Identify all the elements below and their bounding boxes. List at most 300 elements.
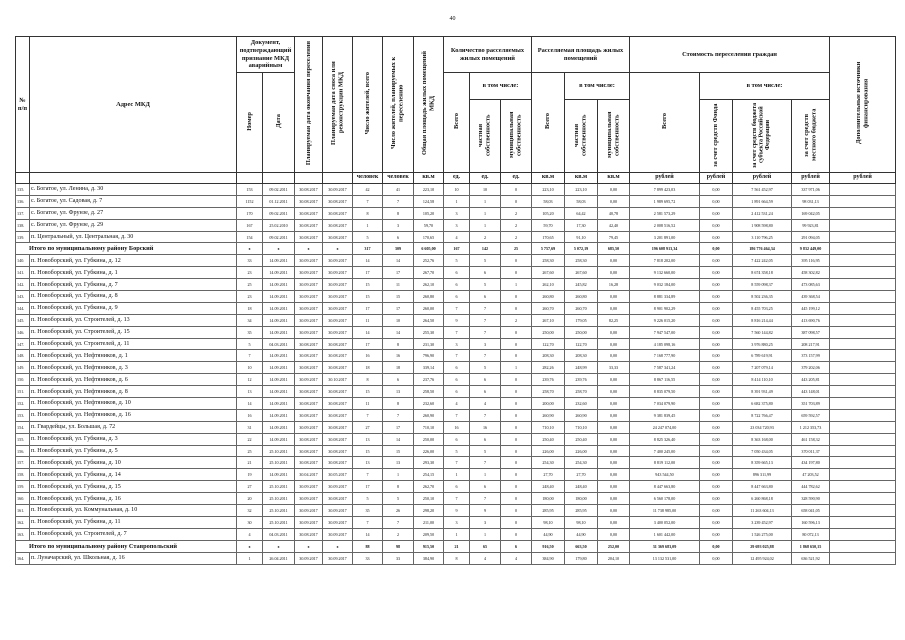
value-cell: 98 bbox=[383, 540, 414, 552]
value-cell: 250,00 bbox=[532, 326, 565, 338]
value-cell: 25.10.2011 bbox=[263, 493, 295, 505]
value-cell: 0,00 bbox=[700, 302, 733, 314]
unit-cell: ед. bbox=[470, 173, 501, 184]
value-cell: 170,65 bbox=[414, 231, 444, 243]
value-cell: 0 bbox=[501, 445, 532, 457]
value-cell: 8 447 663,80 bbox=[733, 481, 792, 493]
value-cell: 16 bbox=[470, 421, 501, 433]
value-cell: 658 041,05 bbox=[792, 505, 830, 517]
total-label: Итого по муниципальному району Ставропольский bbox=[16, 540, 237, 552]
value-cell: 8 502 236,35 bbox=[733, 291, 792, 303]
value-cell: 30.08.2017 bbox=[295, 362, 323, 374]
value-cell: x bbox=[323, 243, 353, 255]
value-cell: 384,90 bbox=[414, 552, 444, 564]
value-cell: 88 bbox=[353, 540, 383, 552]
value-cell: 30.09.2017 bbox=[323, 481, 353, 493]
value-cell: 248,40 bbox=[565, 481, 598, 493]
value-cell bbox=[830, 350, 896, 362]
value-cell: 30.08.2017 bbox=[323, 386, 353, 398]
value-cell: 5 757,69 bbox=[532, 243, 565, 255]
value-cell: 30.08.2017 bbox=[323, 457, 353, 469]
value-cell: 0,00 bbox=[700, 338, 733, 350]
value-cell: 59,70 bbox=[414, 219, 444, 231]
address-cell: п. Новоборский, ул. Губкина, д. 16 bbox=[30, 493, 237, 505]
value-cell: 09.02.2011 bbox=[263, 231, 295, 243]
value-cell: 267,10 bbox=[532, 314, 565, 326]
row-number: 162. bbox=[16, 516, 30, 528]
row-number: 141. bbox=[16, 267, 30, 279]
value-cell: 5 bbox=[353, 493, 383, 505]
table-row bbox=[16, 195, 896, 207]
value-cell: 5 bbox=[353, 231, 383, 243]
value-cell: 30.04.2017 bbox=[295, 469, 323, 481]
value-cell: 1 212 353,73 bbox=[792, 421, 830, 433]
value-cell: 26.04.2011 bbox=[263, 552, 295, 564]
value-cell: 11 bbox=[353, 314, 383, 326]
value-cell: 9 bbox=[444, 314, 470, 326]
row-number: 135. bbox=[16, 184, 30, 196]
address-cell: с. Богатое, ул. Фрунзе, д. 27 bbox=[30, 207, 237, 219]
table-row bbox=[16, 302, 896, 314]
unit-cell: рублей bbox=[630, 173, 700, 184]
address-cell: п. Новоборский, ул. Губкина, д. 8 bbox=[30, 291, 237, 303]
value-cell: 44,90 bbox=[565, 528, 598, 540]
value-cell: 167 bbox=[237, 219, 263, 231]
value-cell: 473 085,63 bbox=[792, 279, 830, 291]
value-cell: 0,00 bbox=[700, 493, 733, 505]
value-cell: 17 bbox=[353, 302, 383, 314]
header-area-including: в том числе: bbox=[565, 73, 630, 100]
row-number: 143. bbox=[16, 291, 30, 303]
value-cell: 0 bbox=[501, 481, 532, 493]
value-cell: 47 203,52 bbox=[792, 469, 830, 481]
value-cell: 142 bbox=[470, 243, 501, 255]
value-cell: 0,00 bbox=[598, 445, 630, 457]
address-cell: п. Центральный, ул. Центральная, д. 30 bbox=[30, 231, 237, 243]
value-cell: 0,00 bbox=[598, 195, 630, 207]
value-cell: 16,28 bbox=[598, 279, 630, 291]
value-cell: 5 bbox=[470, 362, 501, 374]
value-cell: 30.09.2017 bbox=[295, 516, 323, 528]
value-cell: 11 263 604,13 bbox=[733, 505, 792, 517]
value-cell: 22 bbox=[237, 433, 263, 445]
value-cell: 267,70 bbox=[414, 267, 444, 279]
value-cell: 30.09.2017 bbox=[323, 326, 353, 338]
value-cell: x bbox=[323, 540, 353, 552]
value-cell: 30.09.2017 bbox=[295, 493, 323, 505]
value-cell: 30.08.2017 bbox=[323, 362, 353, 374]
value-cell: 7 168 777,90 bbox=[630, 350, 700, 362]
value-cell: 7 034 079,90 bbox=[630, 398, 700, 410]
value-cell: 7 947 547,00 bbox=[630, 326, 700, 338]
value-cell: 223,10 bbox=[565, 184, 598, 196]
unit-cell: рублей bbox=[700, 173, 733, 184]
value-cell: 33,33 bbox=[598, 362, 630, 374]
table-body bbox=[16, 184, 896, 565]
address-cell: п. Новоборский, ул. Губкина, д. 5 bbox=[30, 445, 237, 457]
value-cell: 0,00 bbox=[700, 255, 733, 267]
value-cell: 180,00 bbox=[565, 493, 598, 505]
value-cell: 0,00 bbox=[700, 231, 733, 243]
header-residents: Число жителей, всего bbox=[353, 37, 383, 173]
value-cell: 226,00 bbox=[414, 445, 444, 457]
value-cell: 264,50 bbox=[414, 314, 444, 326]
value-cell: 0 bbox=[501, 350, 532, 362]
value-cell bbox=[830, 445, 896, 457]
value-cell: 237,76 bbox=[414, 374, 444, 386]
value-cell: 1 bbox=[501, 279, 532, 291]
value-cell: 58,03 bbox=[532, 195, 565, 207]
table-row bbox=[16, 445, 896, 457]
value-cell: 0,00 bbox=[700, 195, 733, 207]
value-cell: 14.09.2011 bbox=[263, 374, 295, 386]
address-cell: п. Новоборский, ул. Губкина, д. 1 bbox=[30, 267, 237, 279]
value-cell: 7 bbox=[353, 195, 383, 207]
value-cell: 7 587 341,24 bbox=[630, 362, 700, 374]
address-cell: с. Богатое, ул. Ленина, д. 30 bbox=[30, 184, 237, 196]
value-cell: 0 bbox=[501, 493, 532, 505]
value-cell: 31 bbox=[237, 421, 263, 433]
value-cell bbox=[830, 207, 896, 219]
value-cell bbox=[830, 255, 896, 267]
value-cell: 260,70 bbox=[565, 302, 598, 314]
value-cell: 30.09.2017 bbox=[295, 552, 323, 564]
row-number: 160. bbox=[16, 493, 30, 505]
value-cell: 663,50 bbox=[565, 540, 598, 552]
value-cell bbox=[830, 184, 896, 196]
value-cell: 0 bbox=[501, 398, 532, 410]
value-cell: 170,65 bbox=[532, 231, 565, 243]
value-cell: 232,60 bbox=[414, 398, 444, 410]
value-cell: x bbox=[263, 243, 295, 255]
value-cell: 16 bbox=[444, 421, 470, 433]
value-cell: 30.09.2017 bbox=[323, 184, 353, 196]
value-cell: 1 bbox=[237, 552, 263, 564]
value-cell: 293,30 bbox=[414, 457, 444, 469]
value-cell: 0,00 bbox=[700, 350, 733, 362]
value-cell: 105,20 bbox=[414, 207, 444, 219]
value-cell: 636 521,92 bbox=[792, 552, 830, 564]
value-cell: 260,90 bbox=[414, 409, 444, 421]
value-cell: 0,00 bbox=[598, 326, 630, 338]
value-cell: 169 042,05 bbox=[792, 207, 830, 219]
value-cell: 1 bbox=[501, 362, 532, 374]
value-cell: 14.09.2011 bbox=[263, 433, 295, 445]
value-cell: 0 bbox=[501, 386, 532, 398]
header-cost-total: Всего bbox=[630, 73, 700, 173]
value-cell: 15 bbox=[383, 445, 414, 457]
value-cell: 09.02.2011 bbox=[263, 184, 295, 196]
address-cell: п. Новоборский, ул. Губкина, д. 14 bbox=[30, 469, 237, 481]
value-cell: 105,20 bbox=[532, 207, 565, 219]
table-row bbox=[16, 457, 896, 469]
value-cell: 0,00 bbox=[598, 302, 630, 314]
value-cell: 98 031,13 bbox=[792, 195, 830, 207]
value-cell: 14 bbox=[237, 398, 263, 410]
unit-cell: кв.м bbox=[414, 173, 444, 184]
value-cell: 8 674 358,18 bbox=[733, 267, 792, 279]
value-cell bbox=[830, 219, 896, 231]
value-cell: 0,00 bbox=[598, 398, 630, 410]
value-cell: 5 bbox=[470, 445, 501, 457]
value-cell: 8 901 902,29 bbox=[630, 302, 700, 314]
value-cell bbox=[830, 291, 896, 303]
value-cell: 0,00 bbox=[700, 505, 733, 517]
value-cell: 80 072,13 bbox=[792, 528, 830, 540]
value-cell bbox=[830, 374, 896, 386]
value-cell: 258,70 bbox=[565, 386, 598, 398]
value-cell: 9 832 449,00 bbox=[792, 243, 830, 255]
address-cell: п. Новоборский, ул. Губкина, д. 9 bbox=[30, 302, 237, 314]
header-area-private: частная собственность bbox=[565, 100, 598, 173]
value-cell: 250,00 bbox=[565, 326, 598, 338]
table-row bbox=[16, 291, 896, 303]
value-cell: 41 bbox=[383, 184, 414, 196]
value-cell: 6 bbox=[470, 267, 501, 279]
value-cell: 943 544,50 bbox=[630, 469, 700, 481]
row-number: 145. bbox=[16, 314, 30, 326]
value-cell: 14 bbox=[383, 255, 414, 267]
row-number: 155. bbox=[16, 433, 30, 445]
value-cell bbox=[830, 421, 896, 433]
value-cell: 7 bbox=[470, 409, 501, 421]
value-cell: 267,60 bbox=[565, 267, 598, 279]
value-cell: 14.09.2011 bbox=[263, 398, 295, 410]
value-cell: 30.08.2017 bbox=[295, 457, 323, 469]
value-cell: 18 bbox=[237, 302, 263, 314]
value-cell: x bbox=[295, 540, 323, 552]
value-cell: 30.08.2017 bbox=[323, 433, 353, 445]
value-cell: 30.08.2017 bbox=[295, 207, 323, 219]
value-cell: x bbox=[237, 243, 263, 255]
unit-cell: ед. bbox=[501, 173, 532, 184]
value-cell: 248,99 bbox=[565, 362, 598, 374]
value-cell: 124,58 bbox=[414, 195, 444, 207]
value-cell: 14.09.2011 bbox=[263, 291, 295, 303]
value-cell: 0,00 bbox=[700, 386, 733, 398]
value-cell: 30 bbox=[237, 516, 263, 528]
row-number: 154. bbox=[16, 421, 30, 433]
value-cell: 7 bbox=[444, 326, 470, 338]
unit-cell: рублей bbox=[792, 173, 830, 184]
value-cell: 30.08.2017 bbox=[323, 350, 353, 362]
value-cell: 154 bbox=[237, 231, 263, 243]
value-cell: 15 bbox=[353, 279, 383, 291]
header-area-total: Всего bbox=[532, 73, 565, 173]
value-cell: 14.09.2011 bbox=[263, 409, 295, 421]
value-cell: 252,76 bbox=[414, 255, 444, 267]
value-cell: 0,00 bbox=[598, 409, 630, 421]
value-cell: 10 bbox=[444, 184, 470, 196]
value-cell: 0,00 bbox=[700, 481, 733, 493]
value-cell: 298,20 bbox=[414, 505, 444, 517]
value-cell: 413 690,76 bbox=[792, 314, 830, 326]
value-cell: x bbox=[295, 243, 323, 255]
value-cell: 896 311,99 bbox=[733, 469, 792, 481]
value-cell: 6 bbox=[444, 291, 470, 303]
value-cell: 11 bbox=[383, 279, 414, 291]
value-cell: 15 bbox=[383, 291, 414, 303]
row-number: 136. bbox=[16, 195, 30, 207]
value-cell: 13 bbox=[353, 457, 383, 469]
value-cell: 379 202,06 bbox=[792, 362, 830, 374]
value-cell: 4 bbox=[470, 398, 501, 410]
value-cell: 30.08.2017 bbox=[295, 528, 323, 540]
value-cell: 226,00 bbox=[565, 445, 598, 457]
value-cell: 1 bbox=[444, 469, 470, 481]
value-cell: 30.08.2017 bbox=[295, 398, 323, 410]
value-cell: 1 bbox=[470, 528, 501, 540]
value-cell: 32 bbox=[237, 505, 263, 517]
value-cell: 231,30 bbox=[414, 338, 444, 350]
value-cell: 267,60 bbox=[532, 267, 565, 279]
value-cell: 42,40 bbox=[598, 219, 630, 231]
value-cell: 285,95 bbox=[565, 505, 598, 517]
value-cell: 30.08.2017 bbox=[323, 409, 353, 421]
value-cell bbox=[830, 231, 896, 243]
value-cell: 10 bbox=[237, 362, 263, 374]
value-cell: 1 868 650,15 bbox=[792, 540, 830, 552]
value-cell: 1 bbox=[444, 195, 470, 207]
value-cell bbox=[830, 516, 896, 528]
address-cell: п. Новоборский, ул. Губкина, д. 10 bbox=[30, 457, 237, 469]
value-cell: 04.03.2011 bbox=[263, 338, 295, 350]
value-cell: 3 239 452,97 bbox=[733, 516, 792, 528]
value-cell bbox=[830, 279, 896, 291]
value-cell: 30.08.2017 bbox=[323, 445, 353, 457]
value-cell: 23 034 720,93 bbox=[733, 421, 792, 433]
value-cell: 8 bbox=[353, 374, 383, 386]
value-cell: 0,00 bbox=[700, 267, 733, 279]
value-cell: 23 bbox=[237, 291, 263, 303]
value-cell: 30.09.2017 bbox=[323, 267, 353, 279]
value-cell: 14.09.2011 bbox=[263, 326, 295, 338]
value-cell: 796,90 bbox=[414, 350, 444, 362]
value-cell: 14 bbox=[353, 326, 383, 338]
value-cell: 0 bbox=[501, 302, 532, 314]
value-cell: 4 bbox=[237, 528, 263, 540]
value-cell: 0,00 bbox=[700, 552, 733, 564]
value-cell: 0,00 bbox=[700, 457, 733, 469]
table-row bbox=[16, 505, 896, 517]
value-cell: 64,42 bbox=[565, 207, 598, 219]
header-planned-end: Планируемая дата окончания переселения bbox=[295, 37, 323, 173]
value-cell: 13 bbox=[353, 433, 383, 445]
value-cell: 16 bbox=[237, 409, 263, 421]
value-cell: 3 400 052,00 bbox=[630, 516, 700, 528]
row-number: 144. bbox=[16, 302, 30, 314]
value-cell: 245,82 bbox=[565, 279, 598, 291]
value-cell: 40,78 bbox=[598, 207, 630, 219]
table-row bbox=[16, 350, 896, 362]
value-cell: 18 bbox=[383, 362, 414, 374]
value-cell: 0 bbox=[501, 184, 532, 196]
unit-cell: кв.м bbox=[598, 173, 630, 184]
value-cell: 6 bbox=[501, 540, 532, 552]
address-cell: п. Новоборский, ул. Нефтяников, д. 8 bbox=[30, 386, 237, 398]
value-cell: 258,30 bbox=[532, 255, 565, 267]
table-row bbox=[16, 398, 896, 410]
value-cell: 370 011,37 bbox=[792, 445, 830, 457]
value-cell: 248,40 bbox=[532, 481, 565, 493]
value-cell: 8 bbox=[383, 338, 414, 350]
value-cell: 7 207 079,14 bbox=[733, 362, 792, 374]
value-cell: 19 bbox=[237, 469, 263, 481]
address-cell: п. Луначарский, ул. Школьная, д. 16 bbox=[30, 552, 237, 564]
value-cell: 14 bbox=[353, 255, 383, 267]
value-cell: 444 782,62 bbox=[792, 481, 830, 493]
value-cell: 30.08.2017 bbox=[323, 219, 353, 231]
value-cell: 25.10.2011 bbox=[263, 445, 295, 457]
row-number: 139. bbox=[16, 231, 30, 243]
value-cell: 30.08.2017 bbox=[323, 195, 353, 207]
table-row bbox=[16, 516, 896, 528]
value-cell: 17 bbox=[383, 267, 414, 279]
value-cell bbox=[830, 302, 896, 314]
value-cell: 04.03.2011 bbox=[263, 528, 295, 540]
value-cell: 0,00 bbox=[598, 433, 630, 445]
value-cell: 258,50 bbox=[414, 386, 444, 398]
value-cell: 26 bbox=[383, 505, 414, 517]
unit-cell: человек bbox=[383, 173, 414, 184]
value-cell: 255,30 bbox=[414, 326, 444, 338]
value-cell: 6 bbox=[383, 374, 414, 386]
table-row bbox=[16, 326, 896, 338]
value-cell bbox=[830, 457, 896, 469]
value-cell bbox=[830, 398, 896, 410]
value-cell: 30.09.2017 bbox=[295, 374, 323, 386]
address-cell: п. Новоборский, ул. Нефтяников, д. 1 bbox=[30, 350, 237, 362]
value-cell: 260,80 bbox=[565, 291, 598, 303]
page-number: 40 bbox=[449, 16, 456, 22]
value-cell bbox=[830, 540, 896, 552]
value-cell: 17 bbox=[353, 338, 383, 350]
value-cell: 25.10.2011 bbox=[263, 481, 295, 493]
value-cell: 30.09.2017 bbox=[323, 505, 353, 517]
value-cell: 0,00 bbox=[598, 493, 630, 505]
value-cell: 0,00 bbox=[700, 469, 733, 481]
value-cell: x bbox=[237, 540, 263, 552]
header-rooms-total: Всего bbox=[444, 73, 470, 173]
value-cell: 0,00 bbox=[700, 433, 733, 445]
value-cell: 317 bbox=[353, 243, 383, 255]
value-cell: 710,10 bbox=[532, 421, 565, 433]
value-cell: 0,00 bbox=[700, 326, 733, 338]
value-cell: 0,00 bbox=[700, 528, 733, 540]
unit-cell: рублей bbox=[830, 173, 896, 184]
address-cell: п. Новоборский, ул. Строителей, д. 7 bbox=[30, 528, 237, 540]
value-cell: 5 072,19 bbox=[565, 243, 598, 255]
header-subject-budget: за счет средств бюджета субъекта Российской Федерации bbox=[733, 100, 792, 173]
value-cell: 34 bbox=[237, 314, 263, 326]
value-cell: 0,00 bbox=[700, 421, 733, 433]
row-number: 161. bbox=[16, 505, 30, 517]
value-cell bbox=[830, 552, 896, 564]
value-cell: 8 881 334,89 bbox=[630, 291, 700, 303]
value-cell: 1 601 442,00 bbox=[630, 528, 700, 540]
value-cell: 14.09.2011 bbox=[263, 421, 295, 433]
value-cell: 0,00 bbox=[700, 243, 733, 255]
value-cell: 42 bbox=[353, 184, 383, 196]
value-cell: 262,10 bbox=[414, 279, 444, 291]
value-cell: 12 bbox=[237, 374, 263, 386]
header-area-resettled: Расселяемая площадь жилых помещений bbox=[532, 37, 630, 73]
value-cell: 2 bbox=[470, 231, 501, 243]
value-cell: 1 526 275,00 bbox=[733, 528, 792, 540]
value-cell: 6 789 619,91 bbox=[733, 350, 792, 362]
value-cell: 25 bbox=[237, 445, 263, 457]
value-cell: 223,10 bbox=[414, 184, 444, 196]
